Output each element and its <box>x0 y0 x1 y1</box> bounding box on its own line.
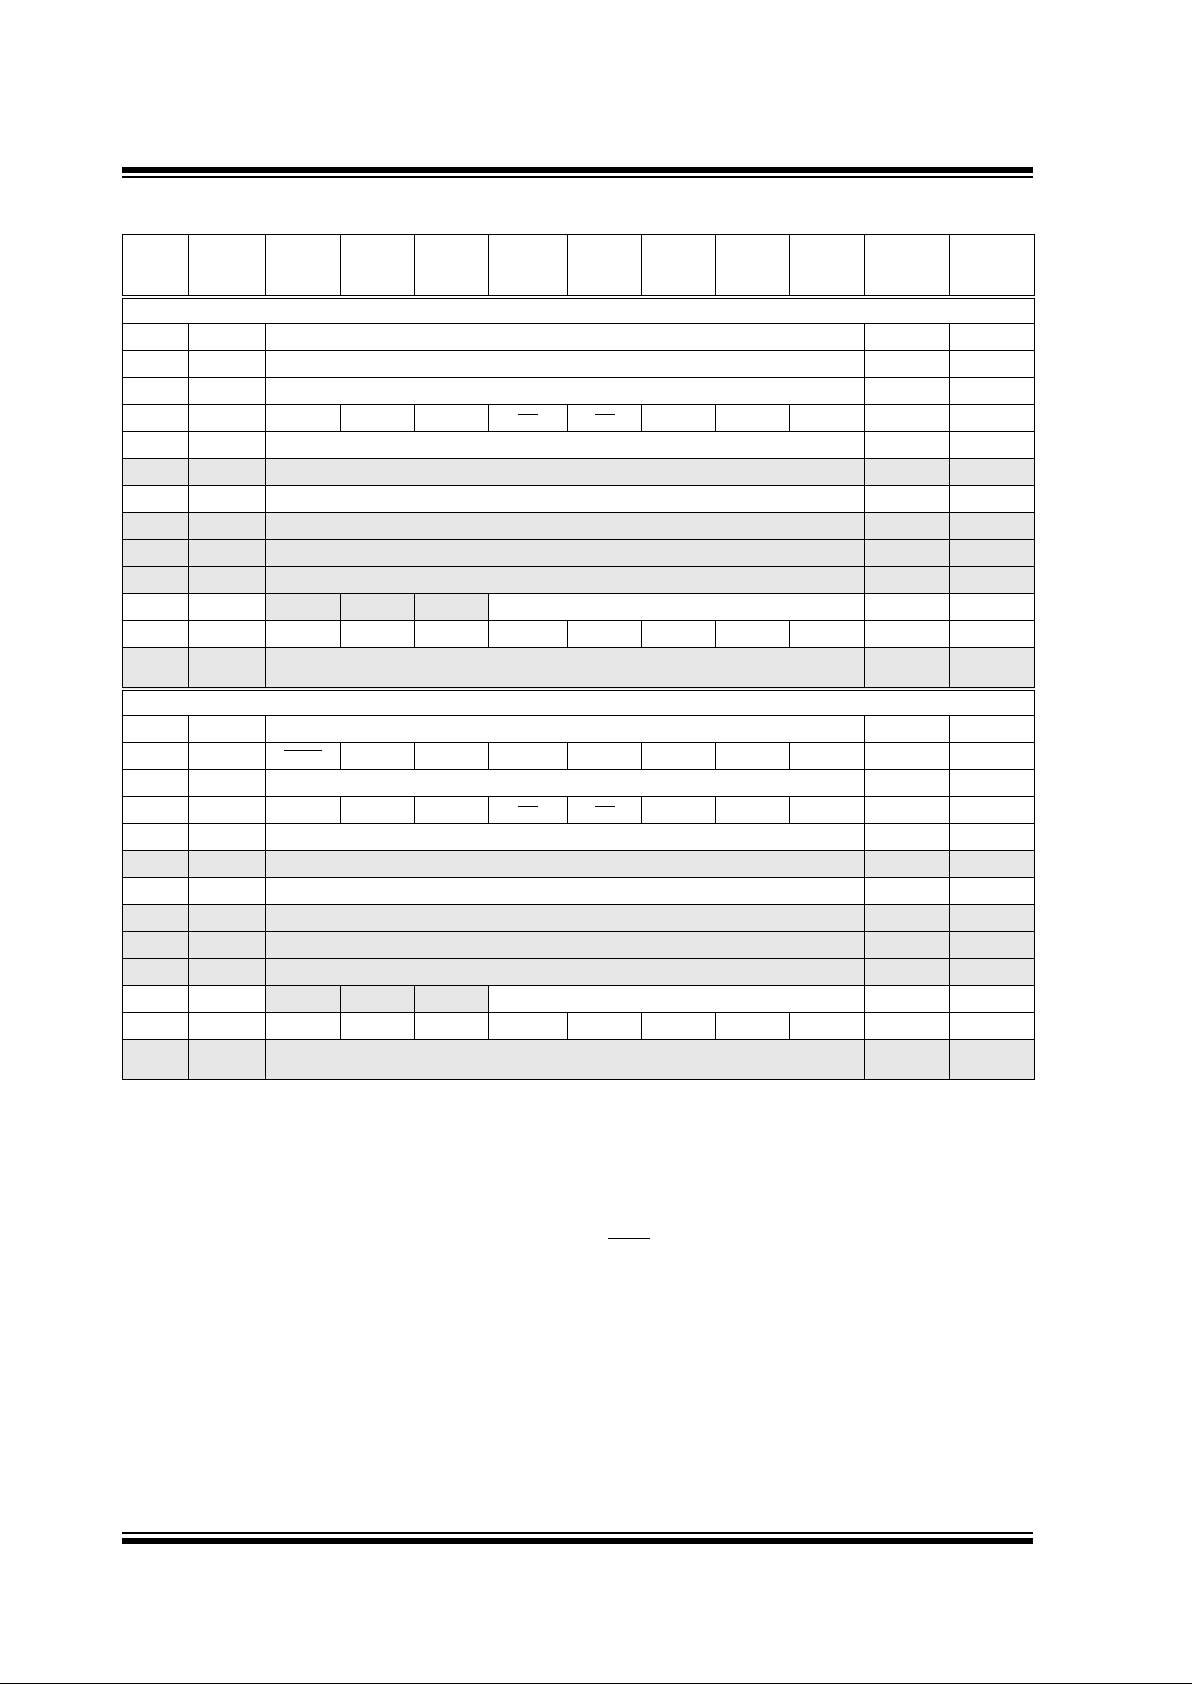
page-edge-rule <box>0 1683 1192 1684</box>
column-header <box>489 235 568 298</box>
column-header <box>950 235 1035 298</box>
section-title <box>123 689 1035 716</box>
footer-rule-thick <box>122 1538 1033 1544</box>
note-overline-mark <box>608 1238 650 1239</box>
column-header <box>865 235 950 298</box>
table-row <box>123 986 1035 1013</box>
footer-rule-thin <box>122 1532 1033 1534</box>
header-rule-thick <box>122 167 1033 173</box>
table-row <box>123 540 1035 567</box>
register-summary-table <box>122 234 1035 1080</box>
table-row <box>123 1013 1035 1040</box>
table-row <box>123 743 1035 770</box>
table-row <box>123 1040 1035 1080</box>
table-row <box>123 905 1035 932</box>
column-header <box>189 235 266 298</box>
table-row <box>123 567 1035 594</box>
table-row <box>123 405 1035 432</box>
column-header <box>341 235 415 298</box>
table-row <box>123 770 1035 797</box>
table-row <box>123 797 1035 824</box>
table-row <box>123 716 1035 743</box>
table-row <box>123 324 1035 351</box>
table-row <box>123 932 1035 959</box>
column-header <box>266 235 341 298</box>
overline-mark <box>595 806 615 807</box>
table-row <box>123 486 1035 513</box>
section-title-row <box>123 297 1035 324</box>
overline-mark <box>518 414 538 415</box>
header-rule-thin <box>122 176 1033 178</box>
column-header <box>716 235 790 298</box>
table-row <box>123 432 1035 459</box>
section-title-row <box>123 689 1035 716</box>
column-header <box>790 235 865 298</box>
table-row <box>123 878 1035 905</box>
column-header <box>123 235 189 298</box>
overline-mark <box>284 750 322 751</box>
overline-mark <box>518 806 538 807</box>
section-title <box>123 297 1035 324</box>
overline-mark <box>595 414 615 415</box>
table-row <box>123 648 1035 690</box>
column-header <box>642 235 716 298</box>
table-header-row <box>123 235 1035 298</box>
table-row <box>123 594 1035 621</box>
table-row <box>123 621 1035 648</box>
table-row <box>123 851 1035 878</box>
column-header <box>415 235 489 298</box>
table-row <box>123 824 1035 851</box>
column-header <box>568 235 642 298</box>
table-row <box>123 459 1035 486</box>
table-row <box>123 351 1035 378</box>
table-row <box>123 513 1035 540</box>
table-row <box>123 378 1035 405</box>
table-row <box>123 959 1035 986</box>
